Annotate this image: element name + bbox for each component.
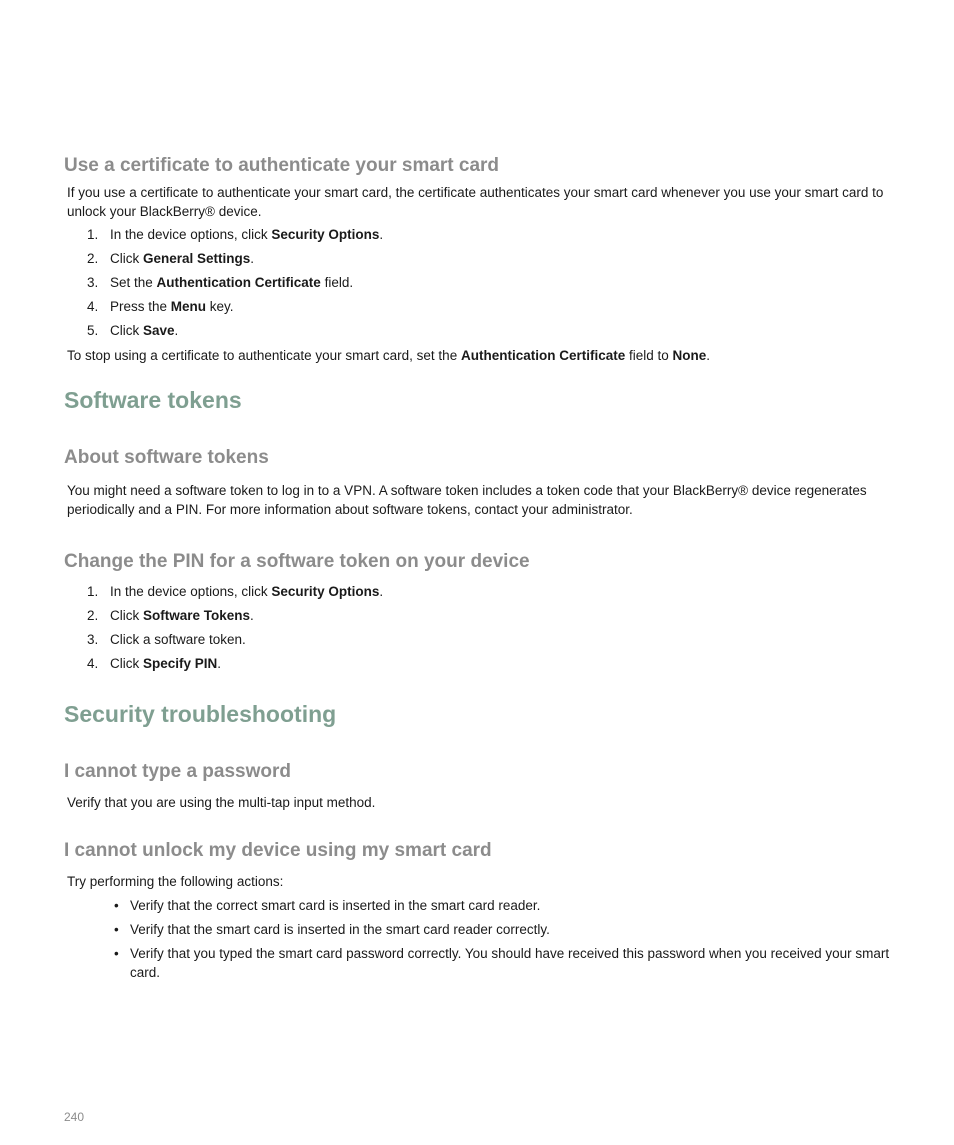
about-tokens-text: You might need a software token to log in to a VPN. A software token includes a token code that your BlackBerry® device regenerates periodically and a PIN. For more information about software tokens, contact your administrator. <box>67 483 867 517</box>
step-item: 3. Click a software token. <box>87 632 246 647</box>
unlock-heading: I cannot unlock my device using my smart card <box>64 840 492 861</box>
list-item: • Verify that the correct smart card is inserted in the smart card reader. <box>114 898 541 913</box>
cert-steps <box>67 223 383 343</box>
change-pin-heading: Change the PIN for a software token on your device <box>64 551 530 572</box>
cert-outro: To stop using a certificate to authenticate your smart card, set the Authentication Certificate field to None. <box>67 348 711 363</box>
cert-intro: If you use a certificate to authenticate your smart card, the certificate authenticates your smart card whenever you use your smart card to unlock your BlackBerry® device. <box>67 185 884 219</box>
step-item: 2. Click General Settings. <box>87 251 255 266</box>
step-item: 5. Click Save. <box>87 323 179 338</box>
pin-steps <box>67 580 383 676</box>
step-item: 4. Click Specify PIN. <box>87 656 222 671</box>
unlock-bullets <box>112 896 902 987</box>
step-item: 2. Click Software Tokens. <box>87 608 254 623</box>
list-item: • Verify that you typed the smart card password correctly. You should have received this password when you received your smart card. <box>114 946 890 980</box>
step-item: 1. In the device options, click Security Options. <box>87 584 384 599</box>
step-item: 1. In the device options, click Security Options. <box>87 227 384 242</box>
unlock-intro: Try performing the following actions: <box>67 874 284 889</box>
troubleshooting-heading: Security troubleshooting <box>64 701 337 727</box>
page-number: 240 <box>64 1110 85 1124</box>
password-text: Verify that you are using the multi-tap input method. <box>67 795 376 810</box>
cert-heading: Use a certificate to authenticate your smart card <box>64 155 500 176</box>
about-tokens-heading: About software tokens <box>64 447 269 468</box>
step-item: 4. Press the Menu key. <box>87 299 234 314</box>
list-item: • Verify that the smart card is inserted in the smart card reader correctly. <box>114 922 550 937</box>
step-item: 3. Set the Authentication Certificate field. <box>87 275 354 290</box>
software-tokens-heading: Software tokens <box>64 387 242 413</box>
password-heading: I cannot type a password <box>64 761 291 782</box>
